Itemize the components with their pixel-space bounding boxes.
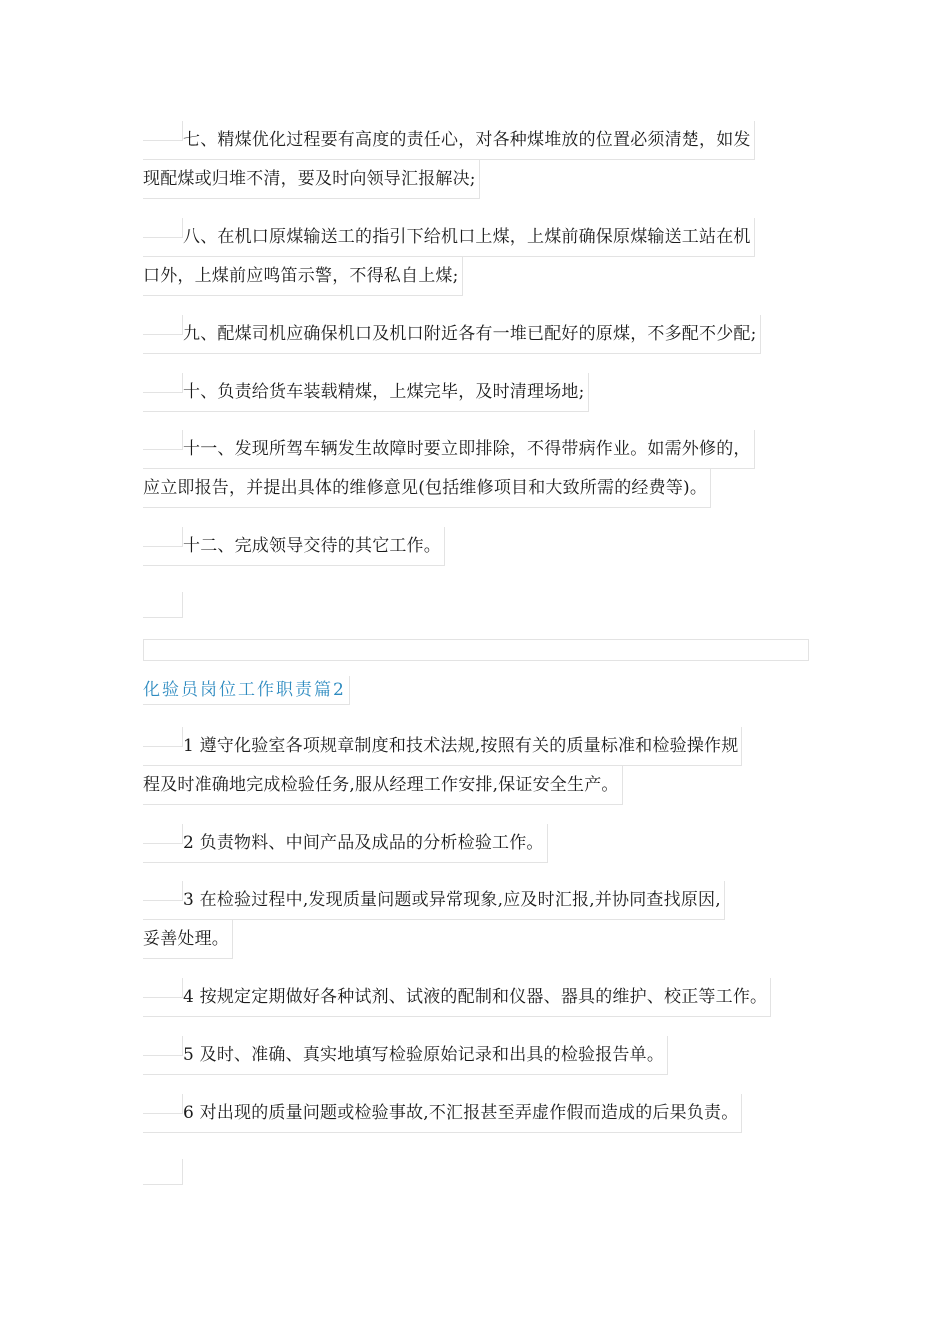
paragraph-item-11 <box>143 430 755 508</box>
paragraph-line: 4 按规定定期做好各种试剂、试液的配制和仪器、器具的维护、校正等工作。 <box>143 978 771 1017</box>
paragraph-line: 八、在机口原煤输送工的指引下给机口上煤，上煤前确保原煤输送工站在机 <box>143 218 755 257</box>
section-divider <box>143 639 809 661</box>
paragraph-line: 十、负责给货车装载精煤，上煤完毕，及时清理场地; <box>143 373 589 412</box>
paragraph-line: 程及时准确地完成检验任务,服从经理工作安排,保证安全生产。 <box>143 766 623 805</box>
paragraph-item-12 <box>143 527 445 566</box>
empty-paragraph-marker <box>143 1159 183 1185</box>
empty-paragraph-marker <box>143 592 183 618</box>
paragraph-item-1 <box>143 727 742 805</box>
paragraph-line: 七、精煤优化过程要有高度的责任心，对各种煤堆放的位置必须清楚，如发 <box>143 121 755 160</box>
paragraph-line: 5 及时、准确、真实地填写检验原始记录和出具的检验报告单。 <box>143 1036 668 1075</box>
paragraph-line: 十一、发现所驾车辆发生故障时要立即排除，不得带病作业。如需外修的， <box>143 430 755 469</box>
paragraph-line: 现配煤或归堆不清，要及时向领导汇报解决; <box>143 160 480 199</box>
paragraph-line: 2 负责物料、中间产品及成品的分析检验工作。 <box>143 824 548 863</box>
paragraph-item-8 <box>143 218 755 296</box>
paragraph-line: 1 遵守化验室各项规章制度和技术法规,按照有关的质量标准和检验操作规 <box>143 727 742 766</box>
paragraph-item-4 <box>143 978 771 1017</box>
paragraph-item-9 <box>143 315 761 354</box>
paragraph-item-7 <box>143 121 755 199</box>
paragraph-line: 6 对出现的质量问题或检验事故,不汇报甚至弄虚作假而造成的后果负责。 <box>143 1094 742 1133</box>
section-heading: 化验员岗位工作职责篇2 <box>143 676 350 705</box>
paragraph-item-2 <box>143 824 548 863</box>
paragraph-item-5 <box>143 1036 668 1075</box>
paragraph-line: 十二、完成领导交待的其它工作。 <box>143 527 445 566</box>
paragraph-line: 妥善处理。 <box>143 920 233 959</box>
paragraph-item-6 <box>143 1094 742 1133</box>
paragraph-line: 3 在检验过程中,发现质量问题或异常现象,应及时汇报,并协同查找原因, <box>143 881 725 920</box>
paragraph-item-10 <box>143 373 589 412</box>
paragraph-line: 九、配煤司机应确保机口及机口附近各有一堆已配好的原煤，不多配不少配; <box>143 315 761 354</box>
paragraph-line: 应立即报告，并提出具体的维修意见(包括维修项目和大致所需的经费等)。 <box>143 469 711 508</box>
paragraph-line: 口外，上煤前应鸣笛示警，不得私自上煤; <box>143 257 463 296</box>
paragraph-item-3 <box>143 881 725 959</box>
